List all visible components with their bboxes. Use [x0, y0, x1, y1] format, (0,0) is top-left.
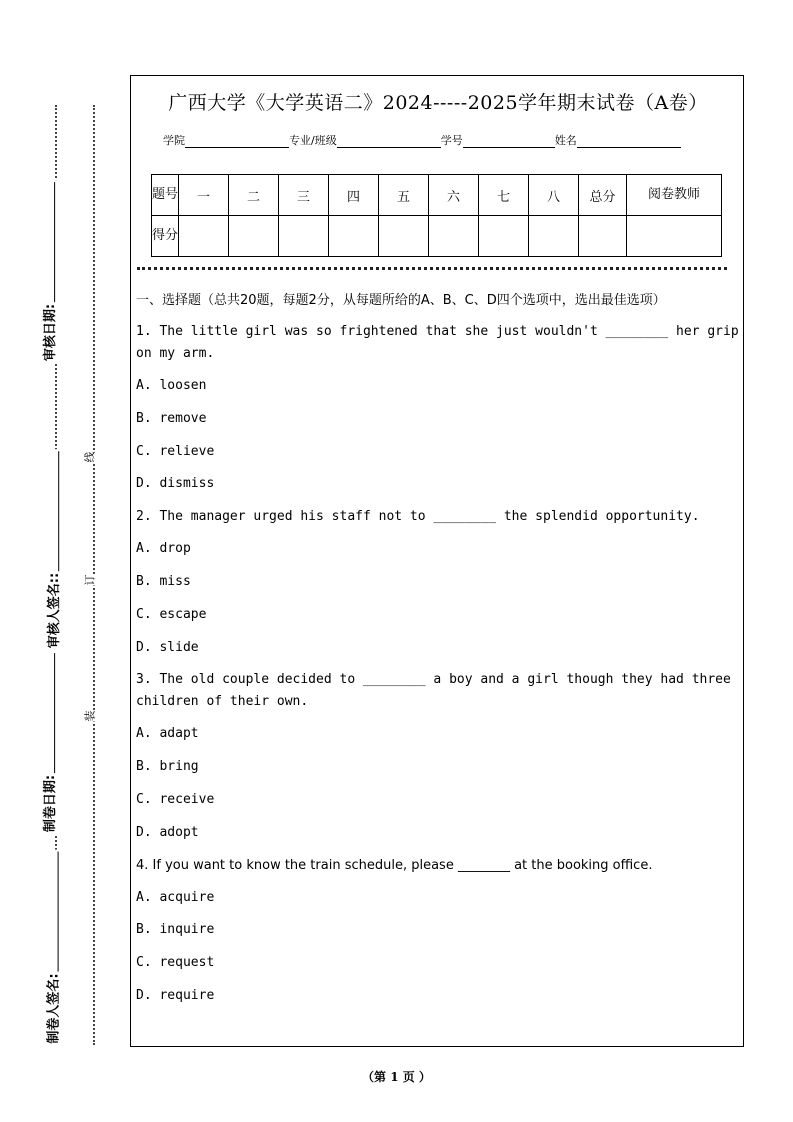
reviewer-date-field[interactable] — [39, 180, 58, 363]
option[interactable]: B. bring — [136, 759, 199, 775]
col-2: 二 — [229, 175, 279, 216]
score-table-header-row — [152, 175, 722, 216]
option[interactable]: B. miss — [136, 573, 191, 589]
grading-teacher-cell[interactable] — [627, 216, 722, 257]
page-number: （第 1 页 ） — [362, 1070, 431, 1084]
question-stem: 4. If you want to know the train schedule, please ________ at the booking office. — [136, 857, 653, 873]
score-cell[interactable] — [429, 216, 479, 257]
student-info-row — [163, 132, 681, 148]
option[interactable]: C. request — [136, 955, 215, 971]
option[interactable]: C. relieve — [136, 443, 215, 459]
total-score-cell[interactable] — [579, 216, 627, 257]
option[interactable]: A. loosen — [136, 378, 207, 393]
col-3: 三 — [279, 175, 329, 216]
col-4: 四 — [329, 175, 379, 216]
score-cell[interactable] — [379, 216, 429, 257]
col-1: 一 — [179, 175, 229, 216]
score-table-score-row — [152, 216, 722, 257]
option[interactable]: C. escape — [136, 606, 207, 622]
grading-teacher-label: 阅卷教师 — [627, 175, 722, 216]
score-cell[interactable] — [179, 216, 229, 257]
question-number-label: 题号 — [152, 175, 179, 216]
option[interactable]: B. remove — [136, 410, 207, 426]
option[interactable]: C. receive — [136, 791, 215, 807]
option[interactable]: A. adapt — [136, 726, 199, 742]
score-cell[interactable] — [329, 216, 379, 257]
maker-date-field[interactable] — [39, 651, 58, 834]
name-label: 姓名 — [554, 134, 577, 147]
dotted-separator — [137, 267, 727, 270]
section-title: 一、选择题（总共20题，每题2分，从每题所给的A、B、C、D四个选项中，选出最佳选项） — [136, 293, 666, 308]
reviewer-signature-label: 审核人签名:: — [47, 572, 63, 649]
option[interactable]: D. dismiss — [136, 476, 215, 492]
option[interactable]: B. inquire — [136, 922, 215, 938]
option[interactable]: D. slide — [136, 639, 199, 655]
score-label: 得分 — [152, 216, 179, 257]
maker-signature-field[interactable] — [43, 849, 62, 1045]
question-stem: 1. The little girl was so frightened that she just wouldn't ________ her grip on my arm. — [136, 324, 739, 361]
major-label: 专业/班级 — [289, 134, 337, 147]
reviewer-date-label: 审核日期: — [43, 303, 59, 362]
score-cell[interactable] — [229, 216, 279, 257]
college-label: 学院 — [163, 134, 185, 147]
student-id-blank[interactable] — [463, 135, 555, 148]
col-8: 八 — [529, 175, 579, 216]
option[interactable]: D. require — [136, 987, 215, 1003]
option[interactable]: A. drop — [136, 541, 191, 557]
score-cell[interactable] — [279, 216, 329, 257]
reviewer-date-blank[interactable] — [42, 182, 55, 302]
col-5: 五 — [379, 175, 429, 216]
reviewer-signature-field[interactable] — [43, 449, 62, 650]
maker-date-blank[interactable] — [42, 653, 55, 773]
major-blank[interactable] — [337, 135, 441, 148]
col-7: 七 — [479, 175, 529, 216]
score-table — [151, 174, 722, 257]
exam-content — [136, 290, 742, 1018]
maker-signature-label: 制卷人签名: — [46, 973, 62, 1044]
option[interactable]: D. adopt — [136, 824, 199, 840]
question-stem: 2. The manager urged his staff not to ________ the splendid opportunity. — [136, 509, 700, 525]
score-cell[interactable] — [529, 216, 579, 257]
col-6: 六 — [429, 175, 479, 216]
total-score-label: 总分 — [579, 175, 627, 216]
student-id-label: 学号 — [440, 134, 463, 147]
exam-frame — [130, 75, 744, 1047]
maker-signature-blank[interactable] — [46, 851, 59, 971]
college-blank[interactable] — [185, 135, 289, 148]
reviewer-signature-blank[interactable] — [46, 451, 59, 571]
cut-mark-line: 线 — [80, 452, 100, 463]
question-stem: 3. The old couple decided to ________ a boy and a girl though they had three children of their own. — [136, 672, 731, 710]
name-blank[interactable] — [577, 135, 681, 148]
cut-mark-pack: 装 — [80, 711, 100, 722]
option[interactable]: A. acquire — [136, 889, 215, 905]
cut-mark-bind: 订 — [80, 575, 100, 586]
maker-date-label: 制卷日期: — [43, 774, 59, 833]
exam-title: 广西大学《大学英语二》2024-----2025学年期末试卷（A卷） — [168, 92, 708, 114]
score-cell[interactable] — [479, 216, 529, 257]
